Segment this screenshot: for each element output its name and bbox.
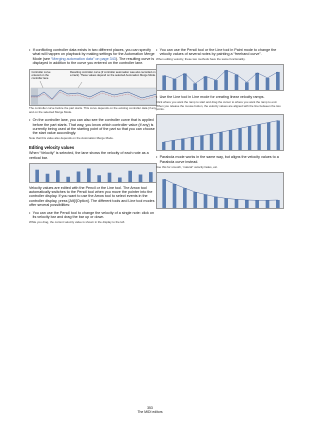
velocity-bar[interactable] xyxy=(257,125,260,151)
velocity-chart-1 xyxy=(30,164,157,183)
velocity-bar[interactable] xyxy=(181,139,184,150)
parabola-bullet: • Parabola mode works in the same way, but aligns the velocity values to a Parabola curve instead. xyxy=(156,155,284,164)
velocity-bar[interactable] xyxy=(97,175,101,182)
velocity-bar[interactable] xyxy=(172,141,175,151)
line-ramp-bullet: • Use the Line tool in Line mode for creating linear velocity ramps. xyxy=(156,95,284,99)
velocity-bar[interactable] xyxy=(204,77,208,91)
bullet-text: ). The resulting curve is displayed in addition to the curve you entered on the controller lane. xyxy=(32,56,155,66)
velocity-bar[interactable] xyxy=(276,200,280,208)
velocity-bar[interactable] xyxy=(224,198,228,208)
velocity-bar[interactable] xyxy=(128,170,132,181)
velocity-bar[interactable] xyxy=(46,173,50,181)
velocity-bar[interactable] xyxy=(56,170,60,182)
parabola-figure xyxy=(156,172,284,209)
part-start-region xyxy=(31,88,38,105)
velocity-bar[interactable] xyxy=(266,78,270,90)
velocity-bar[interactable] xyxy=(277,121,280,150)
footer-section: The MIDI editors xyxy=(137,410,163,414)
freehand-bullet: • You can use the Pencil tool or the Line tool in Paint mode to change the velocity values of several notes by painting a “freehand curve”. xyxy=(156,48,284,57)
velocity-chart-parabola xyxy=(157,173,284,209)
merge-mode-note: Note that this value also depends on the Automation Merge Mode. xyxy=(29,136,114,141)
velocity-bar[interactable] xyxy=(200,136,203,150)
velocity-bar[interactable] xyxy=(204,194,208,207)
velocity-bar[interactable] xyxy=(224,71,228,91)
section-heading: Editing velocity values xyxy=(29,144,75,150)
merging-automation-link[interactable]: “Merging automation data” on page 343 xyxy=(51,56,116,61)
velocity-bar[interactable] xyxy=(214,80,218,90)
velocity-bar[interactable] xyxy=(245,200,249,208)
controller-lane-figure xyxy=(29,69,157,106)
figure-label-right: Resulting controller curve (if controller automation was also recorded on a track). These values depend on the selected Automation Merge Mode. xyxy=(70,71,156,78)
velocity-bar[interactable] xyxy=(193,192,197,208)
controller-curve-svg xyxy=(30,70,157,106)
velocity-bar[interactable] xyxy=(108,172,112,181)
velocity-bar[interactable] xyxy=(35,169,39,181)
velocity-bar[interactable] xyxy=(255,200,259,208)
pencil-single-bullet: • You can use the Pencil tool to change the velocity of a single note: click on its velocity bar and drag the bar up or down. xyxy=(29,211,157,220)
velocity-bar[interactable] xyxy=(139,174,143,182)
page-number: 353 xyxy=(147,406,153,410)
velocity-lane-figure xyxy=(29,163,157,183)
ramp-instructions-note: Click where you want the ramp to start and drag the cursor to where you want the ramp to end. When you release the mouse button, the velocity values are aligned with the line between the two points. xyxy=(156,100,281,112)
velocity-bar[interactable] xyxy=(87,168,91,182)
velocity-bar[interactable] xyxy=(255,73,259,90)
freehand-velocity-figure xyxy=(156,64,284,91)
right-column xyxy=(156,48,284,209)
velocity-bar[interactable] xyxy=(245,83,249,91)
velocity-bar[interactable] xyxy=(162,76,166,91)
part-start-bullet: • On the controller lane, you can also see the controller curve that is applied before the part starts. That way, you know which controller value (if any) is currently being used at the starting point of the part so that you can choose the start value accordingly. xyxy=(29,118,157,136)
velocity-bar[interactable] xyxy=(118,177,122,182)
velocity-chart-freehand xyxy=(157,65,284,91)
drag-note: While you drag, the current velocity value is shown in the display to the left. xyxy=(29,219,126,224)
left-column xyxy=(29,48,157,224)
edit-curve xyxy=(164,71,278,84)
same-functionality-note: When editing velocity, these two methods have the same functionality. xyxy=(156,57,246,62)
velocity-bar[interactable] xyxy=(77,171,81,182)
parabola-note: Use this for smooth, “natural” velocity fades, etc. xyxy=(156,164,218,169)
automation-merge-bullet xyxy=(29,48,157,66)
velocity-bar[interactable] xyxy=(276,72,280,90)
velocity-bar[interactable] xyxy=(248,127,251,151)
velocity-bar[interactable] xyxy=(66,176,70,181)
figure-label-left: Controller curve entered on the controller lane xyxy=(31,71,51,81)
velocity-bar[interactable] xyxy=(229,130,232,150)
velocity-chart-ramp xyxy=(157,115,284,151)
velocity-bar[interactable] xyxy=(235,75,239,90)
velocity-bar[interactable] xyxy=(173,184,177,208)
velocity-bar[interactable] xyxy=(149,172,153,182)
velocity-bar[interactable] xyxy=(267,123,270,151)
velocity-bar[interactable] xyxy=(193,84,197,91)
velocity-bar[interactable] xyxy=(191,137,194,150)
velocity-bar[interactable] xyxy=(214,196,218,207)
velocity-intro: When “Velocity” is selected, the lane shows the velocity of each note as a vertical bar. xyxy=(29,151,149,160)
velocity-bar[interactable] xyxy=(162,179,166,208)
velocity-bar[interactable] xyxy=(183,74,187,91)
bullet-text: If conflicting controller data exists in two different places, you can specify what will happen on playback by making settings for the Automation Merge Mode (see xyxy=(32,48,155,61)
velocity-bar[interactable] xyxy=(235,199,239,208)
velocity-bar[interactable] xyxy=(238,128,241,150)
velocity-bar[interactable] xyxy=(173,79,177,90)
velocity-bar[interactable] xyxy=(219,132,222,150)
figure-caption: The controller curve before the part starts. This curve depends on the existing controller data (if any) and on the selected Merge Mode. xyxy=(29,106,158,114)
velocity-edit-para: Velocity values are edited with the Pencil or the Line tool. The Arrow tool automatically switches to the Pencil tool when you move the pointer into the controller display. If you want to use the Arrow tool to select events in the controller display, press [Alt]/[Option]. The different tools and Line tool modes offer several possibilities: xyxy=(29,185,155,208)
edit-curve xyxy=(164,179,278,200)
velocity-bar[interactable] xyxy=(183,188,187,208)
velocity-bar[interactable] xyxy=(162,142,165,150)
velocity-bar[interactable] xyxy=(210,134,213,150)
line-ramp-figure xyxy=(156,114,284,151)
velocity-bar[interactable] xyxy=(266,200,270,208)
